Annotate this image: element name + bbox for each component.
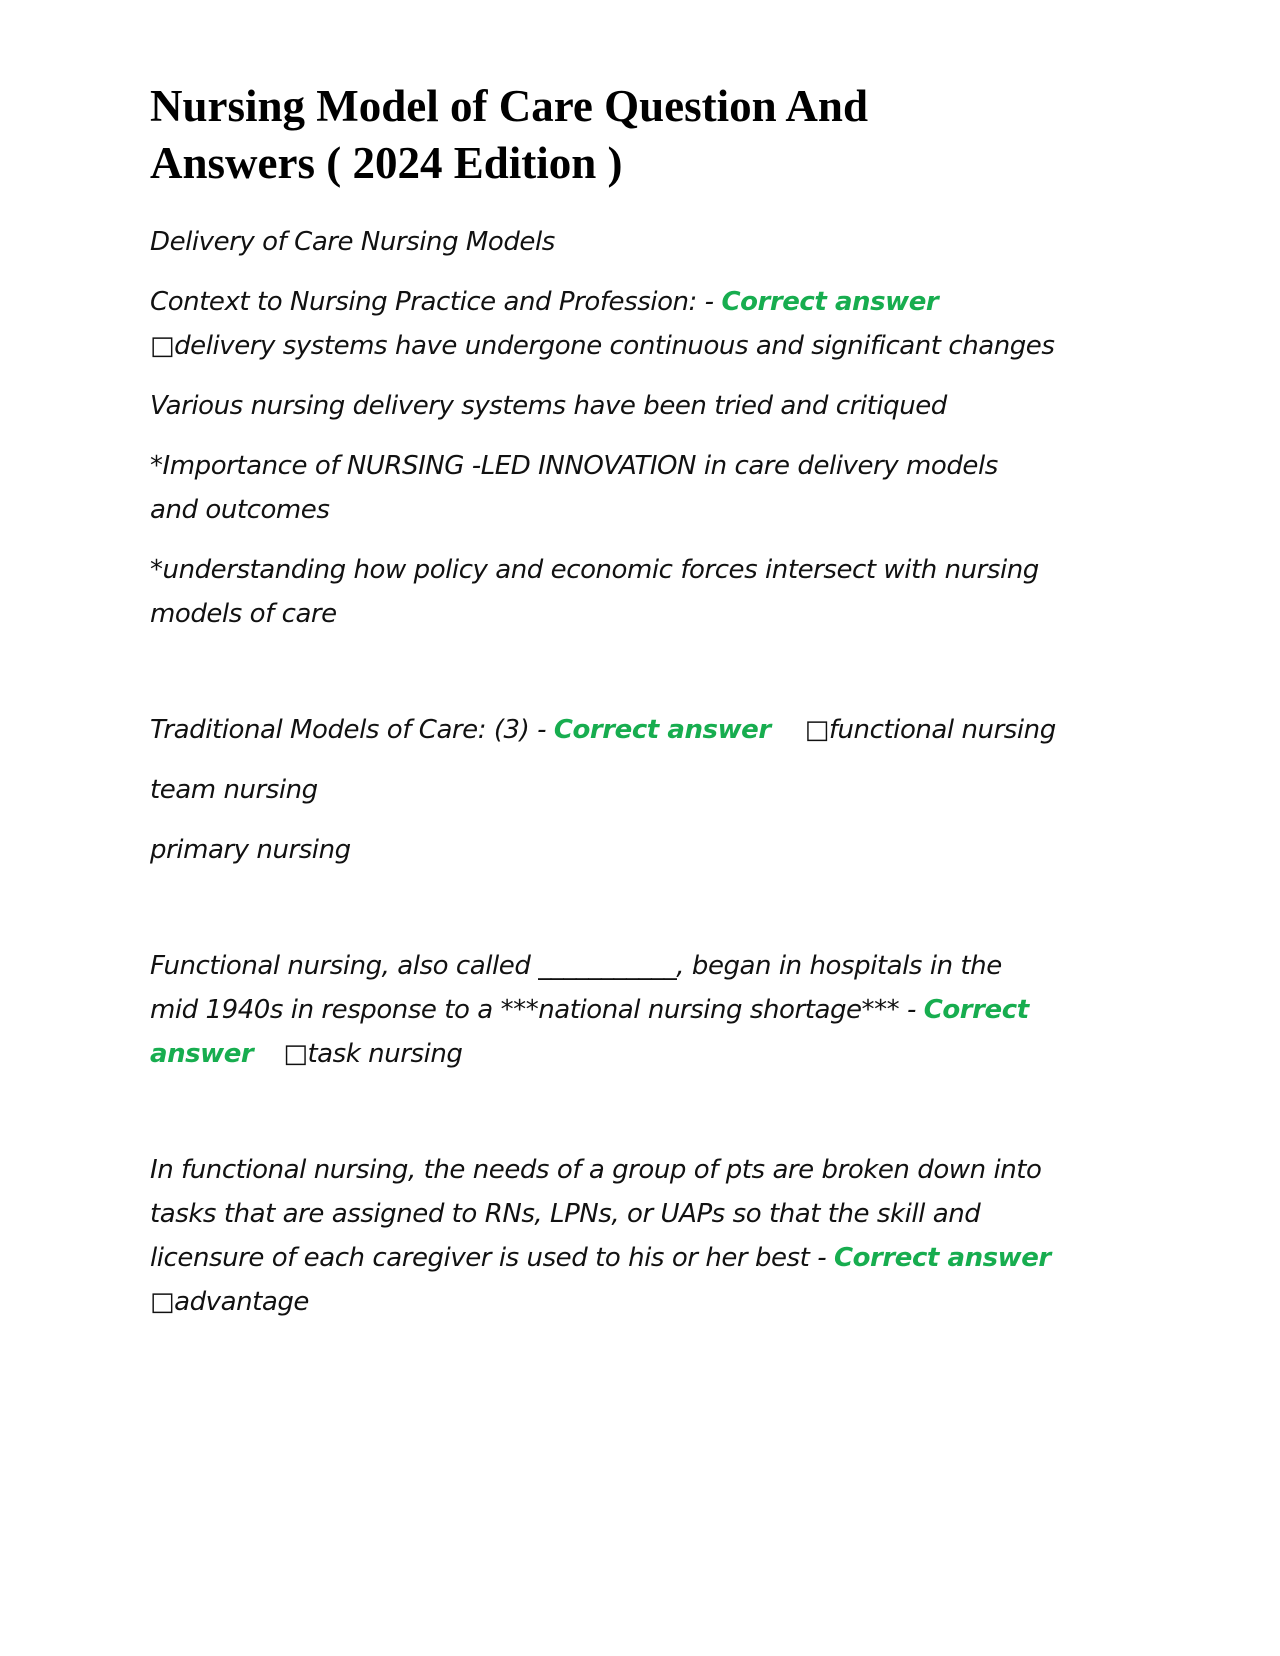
box-glyph-icon: □ — [150, 1287, 175, 1317]
question-1 — [150, 280, 1110, 324]
answer-1 — [150, 324, 1110, 368]
question-3-line-2: mid 1940s in response to a ***national nursing shortage*** - — [150, 995, 924, 1025]
title-line-1: Nursing Model of Care Question And — [150, 81, 868, 131]
correct-answer-label: Correct answer — [833, 1243, 1051, 1273]
answer-2-text: functional nursing — [828, 715, 1056, 745]
title-line-2: Answers ( 2024 Edition ) — [150, 138, 623, 188]
box-glyph-icon: □ — [150, 331, 175, 361]
question-4 — [150, 1148, 1110, 1324]
paragraph-understanding-line-2: models of care — [150, 599, 337, 629]
document-title — [150, 78, 1110, 192]
list-item-team-nursing: team nursing — [150, 775, 318, 805]
list-item-primary-nursing: primary nursing — [150, 835, 351, 865]
section-heading: Delivery of Care Nursing Models — [150, 227, 555, 257]
answer-3-text: task nursing — [307, 1039, 463, 1069]
document-body — [150, 78, 1110, 1324]
question-3 — [150, 944, 1110, 1076]
paragraph-various: Various nursing delivery systems have been tried and critiqued — [150, 391, 947, 421]
question-4-line-2: tasks that are assigned to RNs, LPNs, or UAPs so that the skill and — [150, 1199, 981, 1229]
box-glyph-icon: □ — [283, 1039, 308, 1069]
box-glyph-icon: □ — [804, 715, 829, 745]
question-4-line-3: licensure of each caregiver is used to his or her best - — [150, 1243, 834, 1273]
question-3-line-1: Functional nursing, also called ___________, began in hospitals in the — [150, 951, 1002, 981]
paragraph-importance-line-1: *Importance of NURSING -LED INNOVATION in care delivery models — [150, 451, 998, 481]
paragraph-understanding — [150, 548, 1110, 636]
paragraph-importance-line-2: and outcomes — [150, 495, 330, 525]
correct-answer-label-part-2: answer — [150, 1039, 254, 1069]
correct-answer-label: Correct answer — [721, 287, 939, 317]
question-2-text: Traditional Models of Care: (3) - — [150, 715, 554, 745]
answer-4-text: advantage — [174, 1287, 309, 1317]
question-2 — [150, 708, 1110, 752]
correct-answer-label-part-1: Correct — [923, 995, 1029, 1025]
question-1-text: Context to Nursing Practice and Profession: - — [150, 287, 722, 317]
paragraph-importance — [150, 444, 1110, 532]
paragraph-understanding-line-1: *understanding how policy and economic forces intersect with nursing — [150, 555, 1039, 585]
answer-1-text: delivery systems have undergone continuous and significant changes — [174, 331, 1055, 361]
correct-answer-label: Correct answer — [553, 715, 771, 745]
question-4-line-1: In functional nursing, the needs of a group of pts are broken down into — [150, 1155, 1042, 1185]
